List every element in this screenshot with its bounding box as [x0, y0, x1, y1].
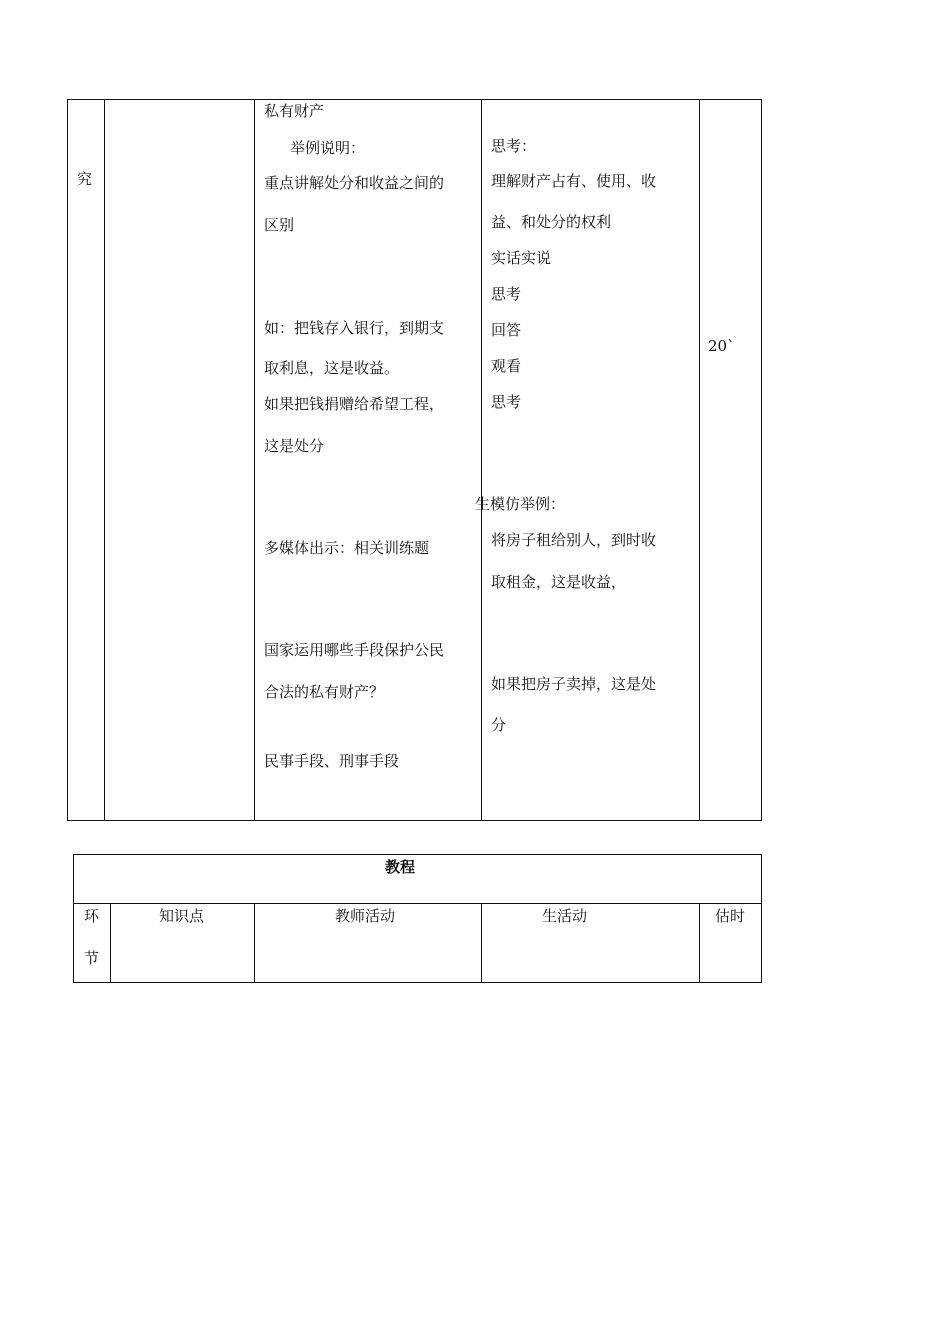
- teacher-line: 重点讲解处分和收益之间的: [264, 174, 445, 192]
- header-link: 环: [84, 907, 100, 925]
- teacher-line: 合法的私有财产？: [264, 683, 385, 701]
- teacher-line: 这是处分: [264, 437, 325, 455]
- student-line: 如果把房子卖掉，这是处: [491, 675, 657, 693]
- teacher-line: 举例说明：: [290, 139, 366, 157]
- teacher-line: 私有财产: [264, 102, 325, 120]
- student-line: 思考：: [491, 137, 537, 155]
- table-title: 教程: [385, 858, 416, 876]
- teacher-line: 国家运用哪些手段保护公民: [264, 641, 445, 659]
- teacher-line: 区别: [264, 216, 295, 234]
- header-knowledge: 知识点: [159, 907, 205, 925]
- student-line: 思考: [491, 285, 522, 303]
- student-line: 回答: [491, 321, 522, 339]
- student-line: 分: [491, 716, 507, 734]
- student-line: 取租金，这是收益，: [491, 573, 627, 591]
- teacher-line: 如果把钱捐赠给希望工程，: [264, 395, 445, 413]
- header-teacher: 教师活动: [335, 907, 396, 925]
- header-time: 估时: [715, 907, 746, 925]
- header-student: 生活动: [542, 907, 588, 925]
- section-label: 究: [77, 170, 93, 188]
- teacher-line: 民事手段、刑事手段: [264, 752, 400, 770]
- header-link: 节: [84, 949, 100, 967]
- student-line: 生模仿举例：: [475, 495, 566, 513]
- student-line: 实话实说: [491, 249, 552, 267]
- time-estimate: 20`: [708, 337, 735, 355]
- student-line: 观看: [491, 357, 522, 375]
- student-line: 益、和处分的权利: [491, 213, 612, 231]
- student-line: 理解财产占有、使用、收: [491, 172, 657, 190]
- teacher-line: 取利息，这是收益。: [264, 359, 400, 377]
- teacher-line: 多媒体出示：相关训练题: [264, 539, 430, 557]
- teacher-line: 如：把钱存入银行，到期支: [264, 319, 445, 337]
- student-line: 将房子租给别人，到时收: [491, 531, 657, 549]
- student-line: 思考: [491, 393, 522, 411]
